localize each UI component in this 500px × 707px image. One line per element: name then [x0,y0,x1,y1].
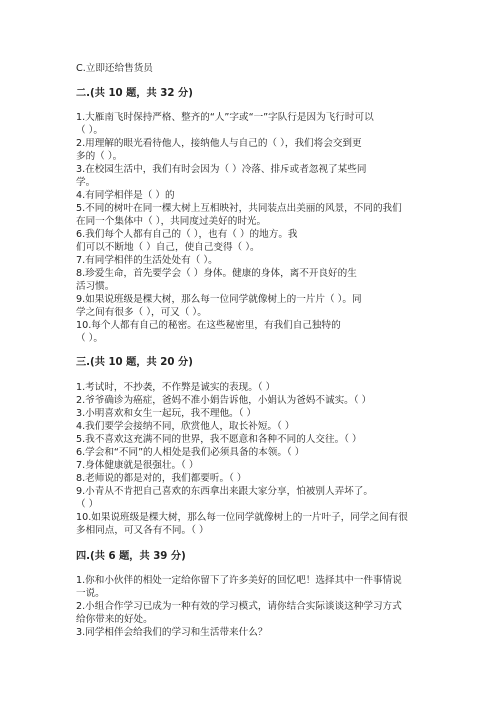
question-line: 学之间有很多（ ），可又（ ）。 [76,307,207,318]
question-line: 多相同点，可又各有不同。（ ） [76,525,209,536]
question-line: 10.每个人都有自己的秘密。在这些秘密里，有我们自己独特的 [76,320,341,331]
section-4-heading: 四.(共 6 题，共 39 分) [76,551,186,562]
question-line: 在同一个集体中（ ），共同度过美好的时光。 [76,216,267,227]
question-line: 一说。 [76,588,105,599]
question-line: 3.在校园生活中，我们有时会因为（ ）冷落、排斥或者忽视了某些同 [76,164,367,175]
question-line: 7.有同学相伴的生活处处有（ ）。 [76,255,218,266]
question-line: 10.如果说班级是棵大树，那么每一位同学就像树上的一片叶子，同学之间有很 [76,512,408,523]
question-line: 9.如果说班级是棵大树，那么每一位同学就像树上的一片片（ ）。同 [76,294,362,305]
question-line: 4.有同学相伴是（ ）的 [76,190,175,201]
option-c: C.立即还给售货员 [76,63,153,74]
question-line: 学。 [76,177,96,188]
question-line: 们可以不断地（ ）自己，使自己变得（ ）。 [76,242,260,253]
question-line: 8.珍爱生命，首先要学会（ ）身体。健康的身体，离不开良好的生 [76,268,357,279]
question-line: （ ）。 [76,125,104,136]
question-line: 2.小组合作学习已成为一种有效的学习模式，请你结合实际谈谈这种学习方式 [76,601,402,612]
question-line: 7.身体健康就是很强壮。（ ） [76,460,199,471]
question-line: 活习惯。 [76,281,115,292]
question-line: 1.考试时，不抄袭，不作弊是诚实的表现。（ ） [76,382,276,393]
question-line: 6.学会和“不同”的人相处是我们必须具备的本领。（ ） [76,447,305,458]
section-2-heading: 二.(共 10 题，共 32 分) [76,88,193,99]
question-line: 2.用理解的眼光看待他人，接纳他人与自己的（ ），我们将会交到更 [76,138,362,149]
question-line: 8.老师说的都是对的，我们都要听。（ ） [76,473,247,484]
question-line: （ ） [76,499,99,510]
section-3-heading: 三.(共 10 题，共 20 分) [76,357,193,368]
question-line: 6.我们每个人都有自己的（ ），也有（ ）的地方。我 [76,229,298,240]
question-line: 给你带来的好处。 [76,614,153,625]
question-line: 2.爷爷确诊为癌症，爸妈不准小娟告诉他，小娟认为爸妈不诚实。（ ） [76,395,372,406]
question-line: 多的（ ）。 [76,151,123,162]
question-line: 4.我们要学会接纳不同，欣赏他人，取长补短。（ ） [76,421,295,432]
question-line: 9.小青从不肯把自己喜欢的东西拿出来跟大家分享，怕被别人弄坏了。 [76,486,373,497]
question-line: 1.你和小伙伴的相处一定给你留下了许多美好的回忆吧！选择其中一件事情说 [76,575,402,586]
question-line: 5.不同的树叶在同一棵大树上互相映衬，共同装点出美丽的风景，不同的我们 [76,203,402,214]
question-line: 1.大雁南飞时保持严格、整齐的“人”字或“一”字队行是因为飞行时可以 [76,112,374,123]
question-line: 3.小明喜欢和女生一起玩，我不理他。（ ） [76,408,257,419]
question-line: （ ）。 [76,333,104,344]
question-line: 5.我不喜欢这充满不同的世界，我不愿意和各种不同的人交往。（ ） [76,434,362,445]
question-line: 3.同学相伴会给我们的学习和生活带来什么？ [76,627,268,638]
